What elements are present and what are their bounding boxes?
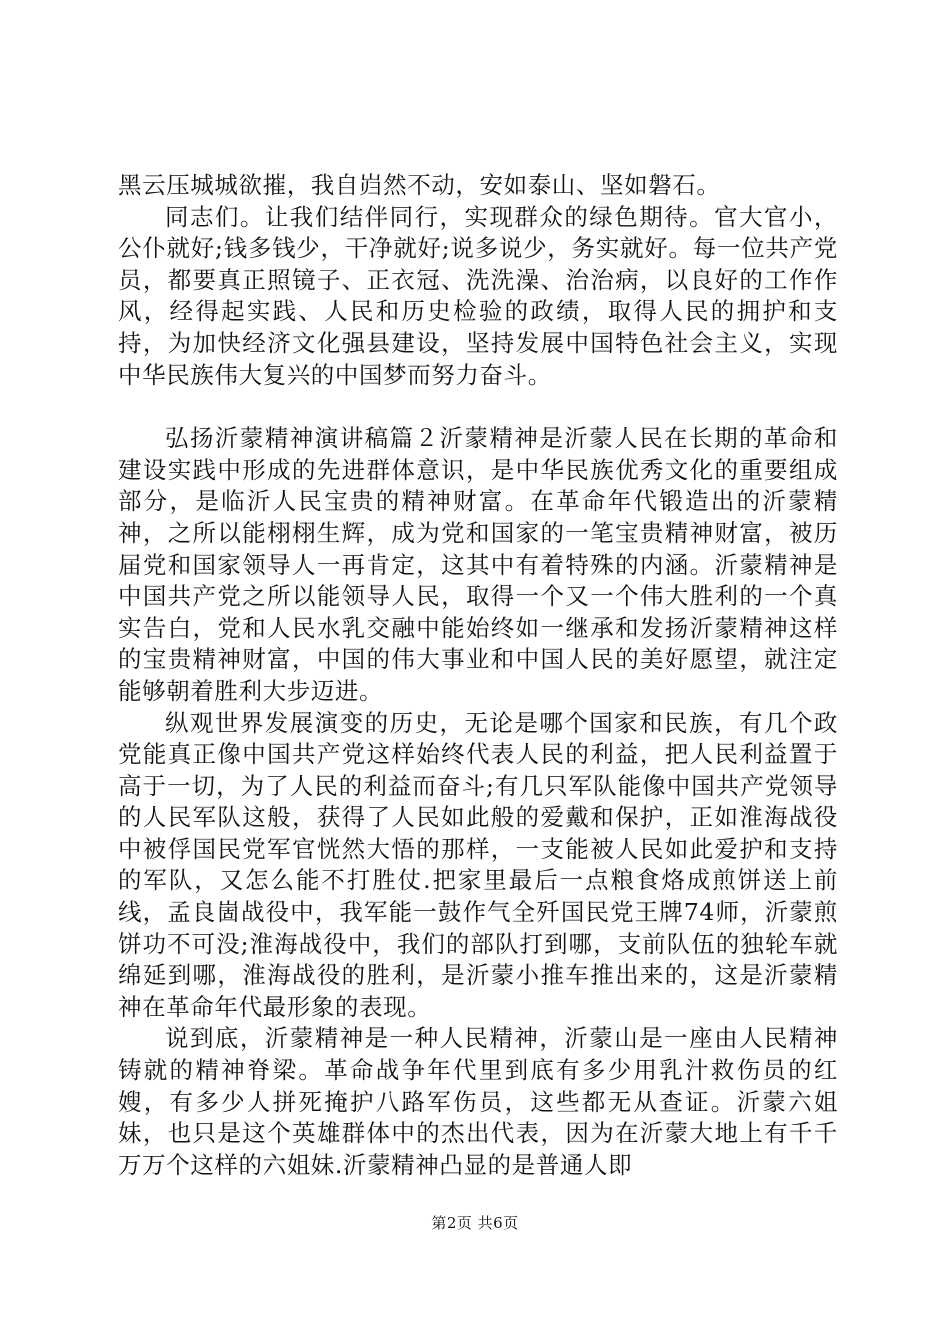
paragraph-people-spirit: 说到底，沂蒙精神是一种人民精神，沂蒙山是一座由人民精神铸就的精神脊梁。革命战争年代里到底有多少用乳汁救伤员的红嫂，有多少人拼死掩护八路军伤员，这些都无从查证。沂蒙六姐妹，也只是这个英雄群体中的杰出代表，因为在沂蒙大地上有千千万万个这样的六姐妹.沂蒙精神凸显的是普通人即 <box>118 1024 838 1179</box>
page-number: 第2页 共6页 <box>431 1214 519 1232</box>
paragraph-comrades: 同志们。让我们结伴同行，实现群众的绿色期待。官大官小，公仆就好;钱多钱少，干净就好;说多说少，务实就好。每一位共产党员，都要真正照镜子、正衣冠、洗洗澡、治治病，以良好的工作作风，经得起实践、人民和历史检验的政绩，取得人民的拥护和支持，为加快经济文化强县建设，坚持发展中国特色社会主义，实现中华民族伟大复兴的中国梦而努力奋斗。 <box>118 202 838 389</box>
paragraph-yimeng-spirit-intro: 弘扬沂蒙精神演讲稿篇２沂蒙精神是沂蒙人民在长期的革命和建设实践中形成的先进群体意识，是中华民族优秀文化的重要组成部分，是临沂人民宝贵的精神财富。在革命年代锻造出的沂蒙精神，之所以能栩栩生辉，成为党和国家的一笔宝贵精神财富，被历届党和国家领导人一再肯定，这其中有着特殊的内涵。沂蒙精神是中国共产党之所以能领导人民，取得一个又一个伟大胜利的一个真实告白，党和人民水乳交融中能始终如一继承和发扬沂蒙精神这样的宝贵精神财富，中国的伟大事业和中国人民的美好愿望，就注定能够朝着胜利大步迈进。 <box>118 424 838 705</box>
paragraph-continuation: 黑云压城城欲摧，我自岿然不动，安如泰山、坚如磐石。 <box>118 171 721 199</box>
document-body <box>118 170 838 1181</box>
paragraph-world-history: 纵观世界发展演变的历史，无论是哪个国家和民族，有几个政党能真正像中国共产党这样始终代表人民的利益，把人民利益置于高于一切，为了人民的利益而奋斗;有几只军队能像中国共产党领导的人民军队这般，获得了人民如此般的爱戴和保护，正如淮海战役中被俘国民党军官恍然大悟的那样，一支能被人民如此爱护和支持的军队，又怎么能不打胜仗.把家里最后一点粮食烙成煎饼送上前线，孟良崮战役中，我军能一鼓作气全歼国民党王牌74师，沂蒙煎饼功不可没;淮海战役中，我们的部队打到哪，支前队伍的独轮车就绵延到哪，淮海战役的胜利，是沂蒙小推车推出来的，这是沂蒙精神在革命年代最形象的表现。 <box>118 708 838 1021</box>
